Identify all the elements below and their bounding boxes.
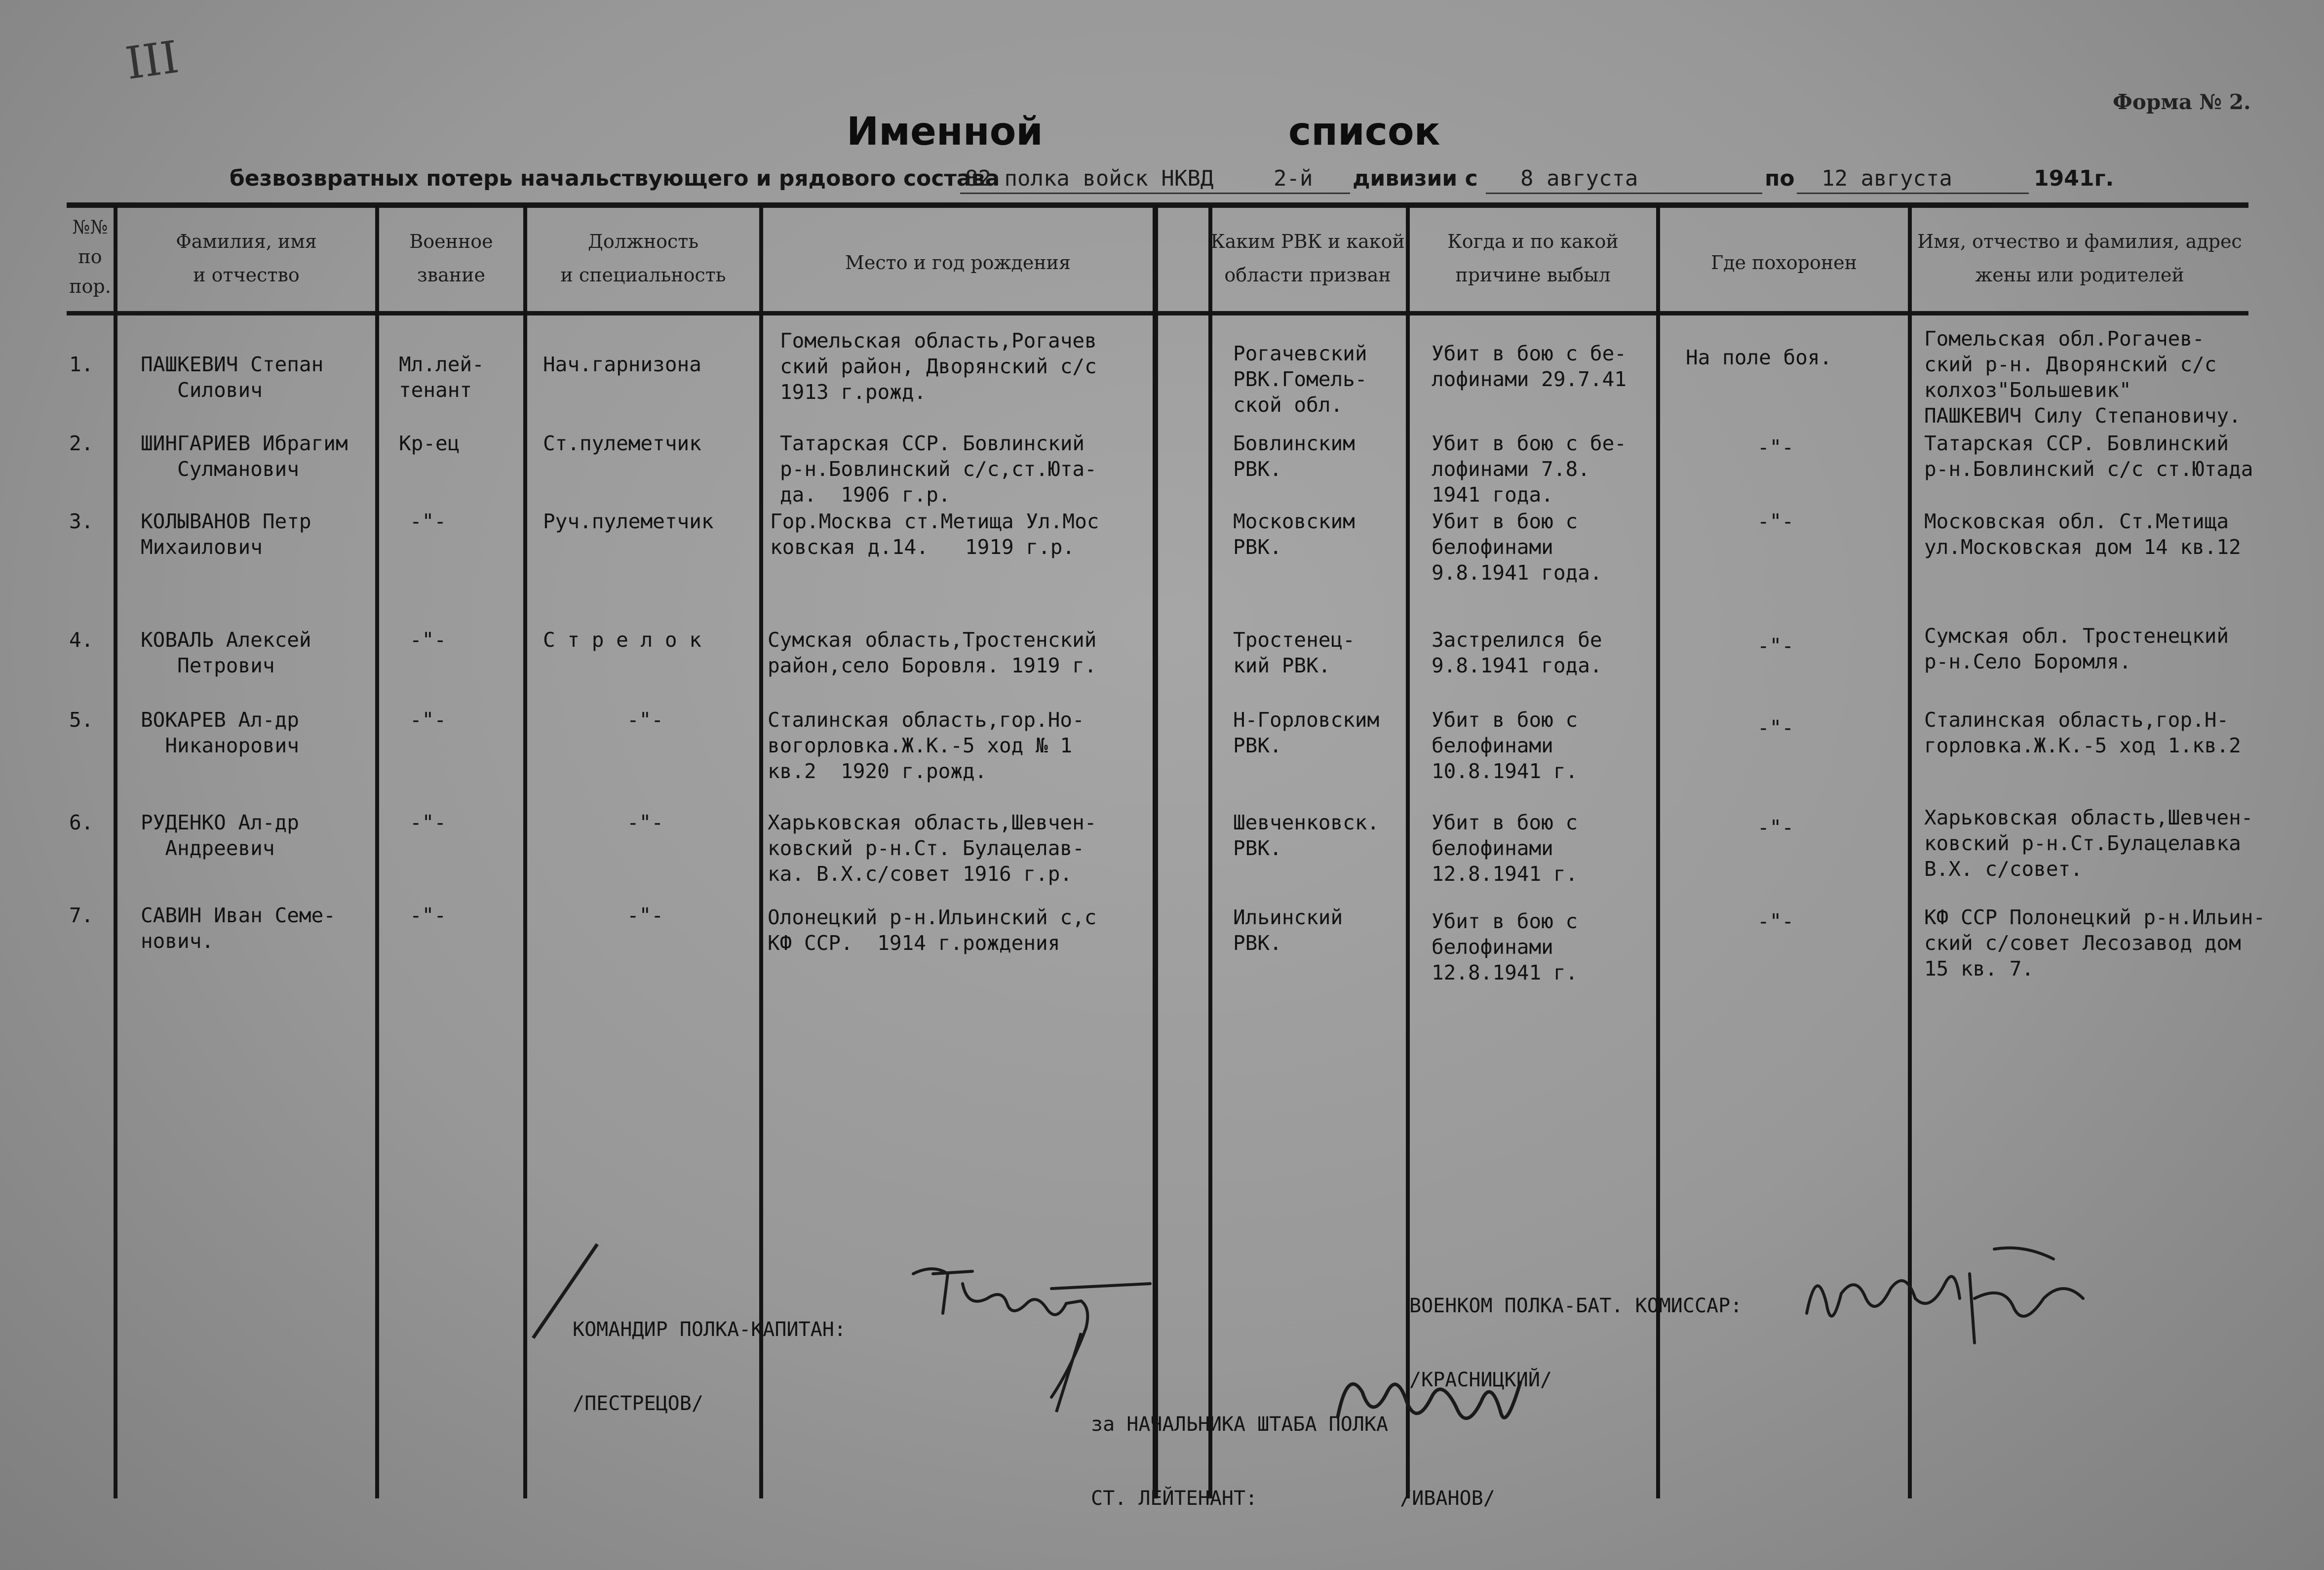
header-name: Фамилия, имя и отчество [176,231,317,286]
row-rank: -"- [410,708,447,732]
row-buried: -"- [1757,510,1794,533]
row-number: 4. [69,628,94,652]
row-reason: Убит в бою с белофинами 10.8.1941 г. [1432,708,1578,783]
commissar-handwritten-signature [1797,1244,2103,1392]
row-reason: Убит в бою с бе- лофинами 7.8. 1941 года. [1432,432,1627,507]
col-divider-2 [375,205,379,1498]
header-birthplace: Место и год рождения [845,252,1071,274]
row-buried: -"- [1757,435,1794,459]
year-value: 1941г. [2034,166,2114,191]
row-rank: -"- [410,510,447,533]
date-from: 8 августа [1520,166,1638,191]
row-name: ВОКАРЕВ Ал-др Никанорович [141,708,299,757]
row-rvk: Шевченковск. РВК. [1233,811,1380,860]
date-to: 12 августа [1821,166,1952,191]
header-rank: Военное звание [409,231,493,286]
row-relatives: Московская обл. Ст.Метища ул.Московская дом 14 кв.12 [1924,510,2241,559]
regiment-value: 82 полка войск НКВД [965,166,1214,191]
row-rvk: Ильинский РВК. [1233,905,1343,955]
header-reason: Когда и по какой причине выбыл [1447,231,1619,286]
underline-regiment [960,193,1350,194]
header-buried: Где похоронен [1711,252,1857,274]
row-name: КОЛЫВАНОВ Петр Михаилович [141,510,311,559]
row-number: 1. [69,353,94,376]
row-number: 3. [69,510,94,533]
row-name: ШИНГАРИЕВ Ибрагим Сулманович [141,432,348,481]
col-divider-6 [1208,205,1212,1498]
row-relatives: КФ ССР Полонецкий р-н.Ильин- ский с/совет Лесозавод дом 15 кв. 7. [1924,905,2266,981]
row-position: -"- [627,708,664,732]
row-position: Ст.пулеметчик [543,432,701,455]
row-number: 2. [69,432,94,455]
roman-mark: III [122,31,182,90]
row-buried: -"- [1757,716,1794,740]
row-buried: -"- [1757,634,1794,658]
title-word-2: список [1288,110,1440,154]
row-birthplace: Харьковская область,Шевчен- ковский р-н.Ст. Булацелав- ка. В.Х.с/совет 1916 г.р. [768,811,1097,886]
row-number: 6. [69,811,94,834]
row-name: РУДЕНКО Ал-др Андреевич [141,811,299,860]
row-rank: -"- [410,811,447,834]
row-birthplace: Сумская область,Тростенский район,село Боровля. 1919 г. [768,628,1097,677]
chief-of-staff-signature-block: за НАЧАЛЬНИКА ШТАБА ПОЛКА СТ. ЛЕЙТЕНАНТ: /ИВАНОВ/ [1091,1413,1495,1510]
to-label: по [1765,166,1795,191]
row-rvk: Бовлинским РВК. [1233,432,1355,481]
row-rvk: Рогачевский РВК.Гомель- ской обл. [1233,342,1367,417]
row-name: КОВАЛЬ Алексей Петрович [141,628,311,677]
row-buried: На поле боя. [1686,346,1832,369]
underline-date-to [1797,193,2029,194]
row-rvk: Н-Горловским РВК. [1233,708,1380,757]
chief-handwritten-signature [1333,1363,1550,1437]
header-number: №№ по пор. [69,216,111,297]
row-number: 7. [69,903,94,927]
row-birthplace: Татарская ССР. Бовлинский р-н.Бовлинский с/с,ст.Юта- да. 1906 г.р. [780,432,1097,507]
header-rvk: Каким РВК и какой области призван [1210,231,1405,286]
form-number: Форма № 2. [2113,90,2251,114]
col-divider-1 [114,205,117,1498]
row-reason: Убит в бою с белофинами 9.8.1941 года. [1432,510,1602,585]
row-rvk: Московским РВК. [1233,510,1355,559]
header-relatives: Имя, отчество и фамилия, адрес жены или родителей [1917,231,2242,286]
slash-mark-icon [523,1234,612,1348]
row-rank: -"- [410,903,447,927]
row-position: -"- [627,811,664,834]
row-rank: Мл.лей- тенант [399,353,484,402]
row-buried: -"- [1757,816,1794,839]
row-name: САВИН Иван Семе- нович. [141,903,336,953]
underline-date-from [1486,193,1762,194]
row-position: -"- [627,903,664,927]
row-rank: -"- [410,628,447,652]
row-birthplace: Сталинская область,гор.Но- вогорловка.Ж.К.-5 ход № 1 кв.2 1920 г.рожд. [768,708,1085,783]
header-position: Должность и специальность [560,231,726,286]
row-relatives: Сталинская область,гор.Н- горловка.Ж.К.-5 ход 1.кв.2 [1924,708,2241,757]
row-position: Руч.пулеметчик [543,510,714,533]
row-buried: -"- [1757,909,1794,933]
row-birthplace: Гор.Москва ст.Метища Ул.Мос ковская д.14. 1919 г.р. [770,510,1099,559]
title-word-1: Именной [847,110,1043,154]
row-reason: Застрелился бе 9.8.1941 года. [1432,628,1602,677]
row-reason: Убит в бою с белофинами 12.8.1941 г. [1432,811,1578,886]
row-position: С т р е л о к [543,628,701,652]
row-rvk: Тростенец- кий РВК. [1233,628,1355,677]
division-number: 2-й [1274,166,1313,191]
row-birthplace: Олонецкий р-н.Ильинский с,с КФ ССР. 1914 г.рождения [768,905,1097,955]
row-relatives: Сумская обл. Тростенецкий р-н.Село Боромля. [1924,624,2229,673]
row-reason: Убит в бою с бе- лофинами 29.7.41 [1432,342,1627,391]
row-name: ПАШКЕВИЧ Степан Силович [141,353,324,402]
row-relatives: Гомельская обл.Рогачев- ский р-н. Дворянский с/с колхоз"Большевик" ПАШКЕВИЧ Силу Степановичу. [1924,327,2241,428]
row-birthplace: Гомельская область,Рогачев ский район, Дворянский с/с 1913 г.рожд. [780,329,1097,404]
commissar-signature-block: ВОЕНКОМ ПОЛКА-БАТ. КОМИССАР: /КРАСНИЦКИЙ/ [1409,1295,1743,1391]
row-reason: Убит в бою с белофинами 12.8.1941 г. [1432,909,1578,984]
division-label: дивизии с [1353,166,1478,191]
row-rank: Кр-ец [399,432,460,455]
commander-signature-block: КОМАНДИР ПОЛКА-КАПИТАН: /ПЕСТРЕЦОВ/ [573,1318,846,1415]
subtitle-prefix: безвозвратных потерь начальствующего и рядового состава [230,166,1000,191]
row-relatives: Харьковская область,Шевчен- ковский р-н.Ст.Булацелавка В.Х. с/совет. [1924,806,2253,881]
row-number: 5. [69,708,94,732]
row-relatives: Татарская ССР. Бовлинский р-н.Бовлинский с/с ст.Ютада [1924,432,2253,481]
slash-mark-icon [1046,1323,1175,1422]
row-position: Нач.гарнизона [543,353,701,376]
